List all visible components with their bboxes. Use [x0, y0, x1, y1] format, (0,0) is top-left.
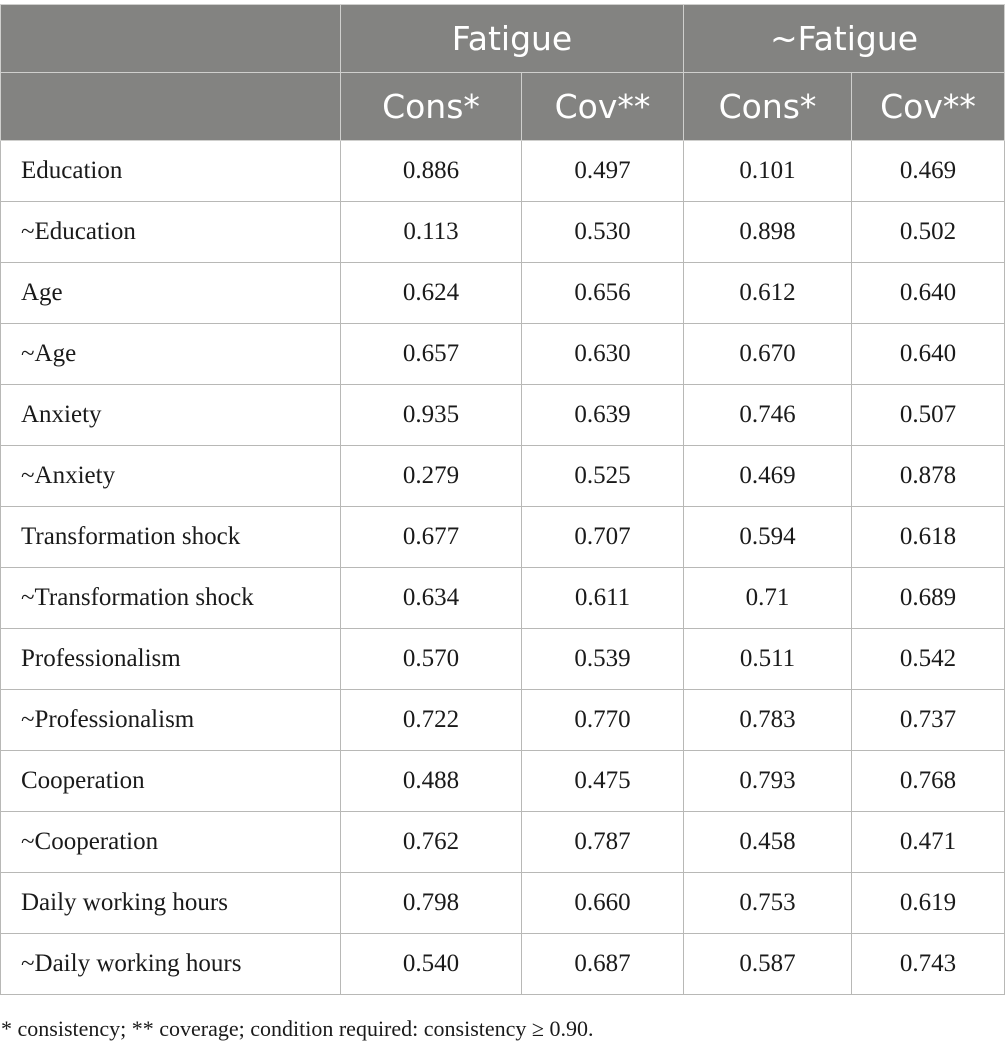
not-fatigue-cons-cell: 0.469	[684, 446, 852, 507]
header-fatigue-cov: Cov**	[522, 73, 684, 141]
not-fatigue-cons-cell: 0.612	[684, 263, 852, 324]
header-group-fatigue: Fatigue	[341, 5, 684, 73]
table-row	[1, 507, 1005, 568]
table-row	[1, 385, 1005, 446]
not-fatigue-cov-cell: 0.542	[852, 629, 1005, 690]
row-label: Transformation shock	[1, 507, 341, 568]
fatigue-cons-cell: 0.624	[341, 263, 522, 324]
fatigue-cov-cell: 0.475	[522, 751, 684, 812]
not-fatigue-cons-cell: 0.793	[684, 751, 852, 812]
not-fatigue-cons-cell: 0.71	[684, 568, 852, 629]
table-row	[1, 141, 1005, 202]
necessity-table	[0, 4, 1005, 995]
fatigue-cov-cell: 0.787	[522, 812, 684, 873]
not-fatigue-cov-cell: 0.743	[852, 934, 1005, 995]
fatigue-cov-cell: 0.497	[522, 141, 684, 202]
table-row	[1, 812, 1005, 873]
header-not-fatigue-cov: Cov**	[852, 73, 1005, 141]
table-row	[1, 446, 1005, 507]
fatigue-cov-cell: 0.539	[522, 629, 684, 690]
not-fatigue-cov-cell: 0.471	[852, 812, 1005, 873]
fatigue-cov-cell: 0.525	[522, 446, 684, 507]
not-fatigue-cov-cell: 0.640	[852, 324, 1005, 385]
row-label: Professionalism	[1, 629, 341, 690]
row-label: Education	[1, 141, 341, 202]
table-footnote: * consistency; ** coverage; condition required: consistency ≥ 0.90.	[1, 1016, 594, 1041]
table-row	[1, 873, 1005, 934]
header-row-groups	[1, 5, 1005, 73]
table-row	[1, 934, 1005, 995]
fatigue-cons-cell: 0.762	[341, 812, 522, 873]
row-label: ~Cooperation	[1, 812, 341, 873]
fatigue-cov-cell: 0.630	[522, 324, 684, 385]
fatigue-cons-cell: 0.798	[341, 873, 522, 934]
fatigue-cons-cell: 0.279	[341, 446, 522, 507]
header-group-not-fatigue: ~Fatigue	[684, 5, 1005, 73]
header-row-measures	[1, 73, 1005, 141]
fatigue-cov-cell: 0.639	[522, 385, 684, 446]
table-row	[1, 263, 1005, 324]
not-fatigue-cov-cell: 0.878	[852, 446, 1005, 507]
table-row	[1, 202, 1005, 263]
not-fatigue-cov-cell: 0.502	[852, 202, 1005, 263]
not-fatigue-cov-cell: 0.618	[852, 507, 1005, 568]
table-row	[1, 629, 1005, 690]
table-row	[1, 324, 1005, 385]
header-not-fatigue-cons: Cons*	[684, 73, 852, 141]
not-fatigue-cov-cell: 0.768	[852, 751, 1005, 812]
not-fatigue-cons-cell: 0.101	[684, 141, 852, 202]
fatigue-cons-cell: 0.540	[341, 934, 522, 995]
fatigue-cov-cell: 0.611	[522, 568, 684, 629]
fatigue-cons-cell: 0.677	[341, 507, 522, 568]
row-label: ~Anxiety	[1, 446, 341, 507]
fatigue-cons-cell: 0.657	[341, 324, 522, 385]
fatigue-cons-cell: 0.570	[341, 629, 522, 690]
fatigue-cov-cell: 0.656	[522, 263, 684, 324]
not-fatigue-cov-cell: 0.640	[852, 263, 1005, 324]
row-label: Anxiety	[1, 385, 341, 446]
not-fatigue-cons-cell: 0.783	[684, 690, 852, 751]
fatigue-cov-cell: 0.770	[522, 690, 684, 751]
fatigue-cons-cell: 0.935	[341, 385, 522, 446]
not-fatigue-cons-cell: 0.670	[684, 324, 852, 385]
not-fatigue-cons-cell: 0.587	[684, 934, 852, 995]
not-fatigue-cons-cell: 0.753	[684, 873, 852, 934]
not-fatigue-cov-cell: 0.469	[852, 141, 1005, 202]
row-label: Cooperation	[1, 751, 341, 812]
row-label: Daily working hours	[1, 873, 341, 934]
table-row	[1, 751, 1005, 812]
row-label: ~Daily working hours	[1, 934, 341, 995]
fatigue-cons-cell: 0.634	[341, 568, 522, 629]
not-fatigue-cov-cell: 0.689	[852, 568, 1005, 629]
row-label: ~Age	[1, 324, 341, 385]
table-header	[1, 5, 1005, 141]
not-fatigue-cons-cell: 0.594	[684, 507, 852, 568]
not-fatigue-cov-cell: 0.619	[852, 873, 1005, 934]
row-label: ~Transformation shock	[1, 568, 341, 629]
table-row	[1, 690, 1005, 751]
not-fatigue-cons-cell: 0.458	[684, 812, 852, 873]
fatigue-cons-cell: 0.886	[341, 141, 522, 202]
not-fatigue-cons-cell: 0.898	[684, 202, 852, 263]
table-body	[1, 141, 1005, 995]
fatigue-cov-cell: 0.707	[522, 507, 684, 568]
fatigue-cov-cell: 0.660	[522, 873, 684, 934]
fatigue-cons-cell: 0.488	[341, 751, 522, 812]
not-fatigue-cons-cell: 0.746	[684, 385, 852, 446]
fatigue-cons-cell: 0.722	[341, 690, 522, 751]
fatigue-cov-cell: 0.687	[522, 934, 684, 995]
header-fatigue-cons: Cons*	[341, 73, 522, 141]
header-corner-cell	[1, 5, 341, 73]
not-fatigue-cons-cell: 0.511	[684, 629, 852, 690]
fatigue-cons-cell: 0.113	[341, 202, 522, 263]
not-fatigue-cov-cell: 0.507	[852, 385, 1005, 446]
table-row	[1, 568, 1005, 629]
header-empty-cell	[1, 73, 341, 141]
row-label: ~Education	[1, 202, 341, 263]
row-label: ~Professionalism	[1, 690, 341, 751]
fatigue-cov-cell: 0.530	[522, 202, 684, 263]
row-label: Age	[1, 263, 341, 324]
not-fatigue-cov-cell: 0.737	[852, 690, 1005, 751]
